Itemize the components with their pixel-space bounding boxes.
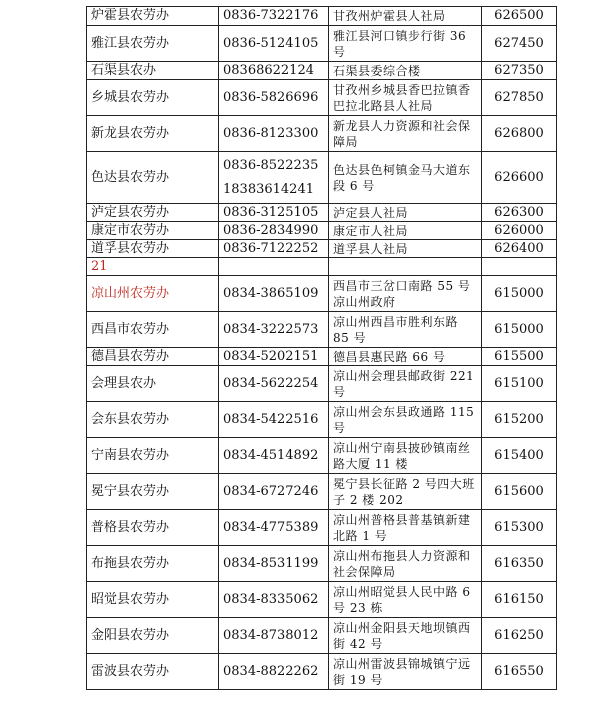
address-cell: 冕宁县长征路 2 号四大班子 2 楼 202 — [329, 474, 482, 510]
postcode-cell: 626800 — [482, 116, 557, 152]
table-row — [87, 312, 557, 348]
table-row — [87, 152, 557, 204]
office-name-cell: 雅江县农劳办 — [87, 26, 219, 62]
phone-number: 0834-5622254 — [223, 375, 319, 391]
table-row — [87, 402, 557, 438]
table-row — [87, 26, 557, 62]
postcode-cell: 626000 — [482, 222, 557, 240]
postcode-cell: 627350 — [482, 62, 557, 80]
table-row — [87, 80, 557, 116]
phone-cell — [219, 258, 329, 276]
postcode-cell: 615100 — [482, 366, 557, 402]
postcode-cell: 616350 — [482, 546, 557, 582]
phone-cell — [219, 474, 329, 510]
office-name-cell: 宁南县农劳办 — [87, 438, 219, 474]
phone-cell — [219, 62, 329, 80]
phone-number: 0836-5124105 — [223, 35, 319, 51]
postcode-cell: 626600 — [482, 152, 557, 204]
office-name-cell: 会理县农办 — [87, 366, 219, 402]
postcode-cell: 626300 — [482, 204, 557, 222]
phone-number: 0836-8123300 — [223, 125, 319, 141]
office-name-cell: 布拖县农劳办 — [87, 546, 219, 582]
phone-cell — [219, 402, 329, 438]
table-row — [87, 258, 557, 276]
phone-number: 0836-3125105 — [223, 204, 319, 220]
table-row — [87, 116, 557, 152]
postcode-cell: 627450 — [482, 26, 557, 62]
office-name-cell: 乡城县农劳办 — [87, 80, 219, 116]
phone-cell — [219, 7, 329, 26]
table-row — [87, 222, 557, 240]
table-row — [87, 348, 557, 366]
office-name-cell: 21 — [87, 258, 219, 276]
phone-cell — [219, 312, 329, 348]
table-row — [87, 366, 557, 402]
address-cell: 石渠县委综合楼 — [329, 62, 482, 80]
table-row — [87, 546, 557, 582]
address-cell — [329, 258, 482, 276]
phone-number: 0834-8738012 — [223, 627, 319, 643]
table-row — [87, 204, 557, 222]
phone-cell — [219, 204, 329, 222]
address-cell: 甘孜州乡城县香巴拉镇香巴拉北路县人社局 — [329, 80, 482, 116]
postcode-cell: 616150 — [482, 582, 557, 618]
phone-number: 0834-5422516 — [223, 411, 319, 427]
postcode-cell: 615000 — [482, 276, 557, 312]
address-cell: 凉山州布拖县人力资源和社会保障局 — [329, 546, 482, 582]
phone-number: 0834-8822262 — [223, 663, 319, 679]
office-name-cell: 金阳县农劳办 — [87, 618, 219, 654]
postcode-cell: 615600 — [482, 474, 557, 510]
postcode-cell: 626400 — [482, 240, 557, 258]
table-row — [87, 62, 557, 80]
phone-cell — [219, 654, 329, 690]
postcode-cell: 616550 — [482, 654, 557, 690]
address-cell: 泸定县人社局 — [329, 204, 482, 222]
phone-number: 0836-8522235 — [223, 157, 319, 173]
phone-number: 08368622124 — [223, 62, 314, 78]
phone-number: 0836-7322176 — [223, 8, 319, 23]
table-row — [87, 510, 557, 546]
table-row — [87, 438, 557, 474]
office-name-cell: 凉山州农劳办 — [87, 276, 219, 312]
address-cell: 道孚县人社局 — [329, 240, 482, 258]
address-cell: 色达县色柯镇金马大道东段 6 号 — [329, 152, 482, 204]
office-name-cell: 西昌市农劳办 — [87, 312, 219, 348]
address-cell: 凉山州西昌市胜利东路 85 号 — [329, 312, 482, 348]
phone-number: 0834-6727246 — [223, 483, 319, 499]
postcode-cell: 615000 — [482, 312, 557, 348]
phone-number: 0834-3865109 — [223, 285, 319, 301]
postcode-cell: 627850 — [482, 80, 557, 116]
address-cell: 凉山州昭觉县人民中路 6 号 23 栋 — [329, 582, 482, 618]
address-cell: 甘孜州炉霍县人社局 — [329, 7, 482, 26]
address-cell: 康定市人社局 — [329, 222, 482, 240]
address-cell: 凉山州金阳县天地坝镇西街 42 号 — [329, 618, 482, 654]
phone-cell — [219, 348, 329, 366]
office-name-cell: 德昌县农劳办 — [87, 348, 219, 366]
phone-number: 0834-4514892 — [223, 447, 319, 463]
phone-cell — [219, 438, 329, 474]
postcode-cell: 615500 — [482, 348, 557, 366]
office-name-cell: 泸定县农劳办 — [87, 204, 219, 222]
address-cell: 西昌市三岔口南路 55 号 凉山州政府 — [329, 276, 482, 312]
phone-cell — [219, 240, 329, 258]
phone-number: 0834-8335062 — [223, 591, 319, 607]
table-row — [87, 240, 557, 258]
address-cell: 凉山州普格县普基镇新建北路 1 号 — [329, 510, 482, 546]
address-cell: 凉山州会理县邮政街 221 号 — [329, 366, 482, 402]
address-cell: 凉山州会东县政通路 115 号 — [329, 402, 482, 438]
phone-cell — [219, 510, 329, 546]
phone-number: 0834-5202151 — [223, 348, 319, 364]
address-cell: 凉山州宁南县披砂镇南丝路大厦 11 楼 — [329, 438, 482, 474]
office-name-cell: 普格县农劳办 — [87, 510, 219, 546]
phone-cell — [219, 26, 329, 62]
address-cell: 新龙县人力资源和社会保障局 — [329, 116, 482, 152]
postcode-cell: 615300 — [482, 510, 557, 546]
postcode-cell: 616250 — [482, 618, 557, 654]
phone-number: 0836-2834990 — [223, 222, 319, 238]
address-cell: 雅江县河口镇步行街 36 号 — [329, 26, 482, 62]
office-contact-table-body — [87, 7, 557, 690]
table-row — [87, 654, 557, 690]
phone-cell — [219, 116, 329, 152]
office-name-cell: 色达县农劳办 — [87, 152, 219, 204]
phone-number: 0834-3222573 — [223, 321, 319, 337]
office-contact-table — [86, 6, 557, 690]
office-name-cell: 冕宁县农劳办 — [87, 474, 219, 510]
phone-cell — [219, 582, 329, 618]
phone-cell — [219, 546, 329, 582]
office-name-cell: 雷波县农劳办 — [87, 654, 219, 690]
office-name-cell: 炉霍县农劳办 — [87, 7, 219, 26]
table-row — [87, 582, 557, 618]
phone-cell — [219, 366, 329, 402]
office-name-cell: 新龙县农劳办 — [87, 116, 219, 152]
table-row — [87, 474, 557, 510]
table-row — [87, 7, 557, 26]
phone-cell — [219, 618, 329, 654]
office-name-cell: 康定市农劳办 — [87, 222, 219, 240]
phone-number: 0836-5826696 — [223, 89, 319, 105]
table-row — [87, 618, 557, 654]
phone-cell — [219, 222, 329, 240]
phone-number: 0834-4775389 — [223, 519, 319, 535]
phone-cell — [219, 152, 329, 204]
postcode-cell: 615200 — [482, 402, 557, 438]
phone-cell — [219, 276, 329, 312]
office-name-cell: 昭觉县农劳办 — [87, 582, 219, 618]
phone-number: 0836-7122252 — [223, 240, 319, 256]
phone-cell — [219, 80, 329, 116]
table-row — [87, 276, 557, 312]
office-name-cell: 石渠县农办 — [87, 62, 219, 80]
address-cell: 凉山州雷波县锦城镇宁远街 19 号 — [329, 654, 482, 690]
address-cell: 德昌县惠民路 66 号 — [329, 348, 482, 366]
postcode-cell: 626500 — [482, 7, 557, 26]
phone-number: 0834-8531199 — [223, 555, 319, 571]
postcode-cell: 615400 — [482, 438, 557, 474]
phone-number: 18383614241 — [223, 181, 314, 197]
office-name-cell: 道孚县农劳办 — [87, 240, 219, 258]
office-name-cell: 会东县农劳办 — [87, 402, 219, 438]
postcode-cell — [482, 258, 557, 276]
